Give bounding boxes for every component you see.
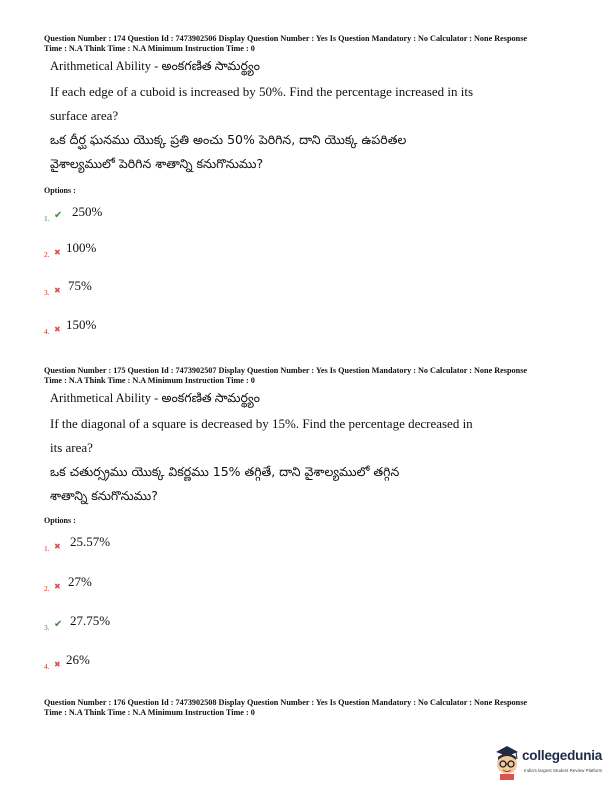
- question-text-telugu: [50, 460, 584, 508]
- cross-icon: ✖: [54, 286, 61, 295]
- option-number: 4.: [44, 662, 50, 671]
- option-number: 2.: [44, 250, 50, 259]
- question-text-line: its area?: [50, 440, 93, 455]
- question-block-174: [44, 34, 584, 195]
- option-number: 1.: [44, 214, 50, 223]
- options-label: Options :: [44, 516, 76, 525]
- question-subject: Arithmetical Ability - అంకగణిత సామర్థ్యం: [50, 391, 260, 405]
- question-meta-line1: Question Number : 175 Question Id : 7473902507 Display Question Number : Yes Is Question Mandatory : No Calculator : None Response: [44, 366, 528, 375]
- cross-icon: ✖: [54, 325, 61, 334]
- question-meta-line1: Question Number : 176 Question Id : 7473902508 Display Question Number : Yes Is Question Mandatory : No Calculator : None Response: [44, 698, 528, 707]
- mascot-face-icon: [492, 744, 522, 780]
- option-number: 1.: [44, 544, 50, 553]
- option-value: 100%: [66, 240, 97, 255]
- option-number: 3.: [44, 623, 50, 632]
- question-text-telugu: [50, 128, 584, 176]
- option-value: 150%: [66, 317, 97, 332]
- question-meta-line2: Time : N.A Think Time : N.A Minimum Instruction Time : 0: [44, 44, 255, 53]
- logo-tagline: India's largest Student Review Platform: [524, 768, 603, 773]
- cross-icon: ✖: [54, 582, 61, 591]
- question-block-176: [44, 698, 584, 718]
- option-value: 250%: [72, 204, 103, 219]
- options-label: Options :: [44, 186, 76, 195]
- question-text-line: If each edge of a cuboid is increased by 50%. Find the percentage increased in its: [50, 84, 474, 99]
- question-meta: [44, 34, 584, 54]
- question-meta: [44, 366, 584, 386]
- question-text-english: [50, 412, 584, 460]
- question-block-175: [44, 366, 584, 525]
- option-value: 27%: [68, 574, 92, 589]
- option-number: 4.: [44, 327, 50, 336]
- option-value: 75%: [68, 278, 92, 293]
- logo-text: collegedunia: [522, 748, 603, 763]
- collegedunia-logo: [492, 744, 608, 784]
- cross-icon: ✖: [54, 248, 61, 257]
- question-text-line: శాతాన్ని కనుగొనుము?: [50, 488, 158, 503]
- option-value: 26%: [66, 652, 90, 667]
- option-number: 2.: [44, 584, 50, 593]
- question-text-line: ఒక చతుర్స్రము యొక్క వికర్ణము 15% తగ్గితే, దాని వైశాల్యములో తగ్గిన: [50, 464, 400, 479]
- option-number: 3.: [44, 288, 50, 297]
- question-text-line: If the diagonal of a square is decreased by 15%. Find the percentage decreased in: [50, 416, 473, 431]
- check-icon: ✔: [54, 619, 63, 630]
- question-meta-line1: Question Number : 174 Question Id : 7473902506 Display Question Number : Yes Is Question Mandatory : No Calculator : None Response: [44, 34, 528, 43]
- cross-icon: ✖: [54, 542, 61, 551]
- check-icon: ✔: [54, 210, 63, 221]
- question-meta-line2: Time : N.A Think Time : N.A Minimum Instruction Time : 0: [44, 708, 255, 717]
- question-subject: Arithmetical Ability - అంకగణిత సామర్థ్యం: [50, 59, 260, 73]
- question-meta-line2: Time : N.A Think Time : N.A Minimum Instruction Time : 0: [44, 376, 255, 385]
- question-meta: [44, 698, 584, 718]
- question-text-line: ఒక దీర్ఘ ఘనము యొక్క ప్రతి అంచు 50% పెరిగిన, దాని యొక్క ఉపరితల: [50, 132, 407, 147]
- question-text-line: వైశాల్యములో పెరిగిన శాతాన్ని కనుగొనుము?: [50, 156, 264, 171]
- option-value: 25.57%: [70, 534, 111, 549]
- question-text-english: [50, 80, 584, 128]
- option-value: 27.75%: [70, 613, 111, 628]
- question-text-line: surface area?: [50, 108, 119, 123]
- cross-icon: ✖: [54, 660, 61, 669]
